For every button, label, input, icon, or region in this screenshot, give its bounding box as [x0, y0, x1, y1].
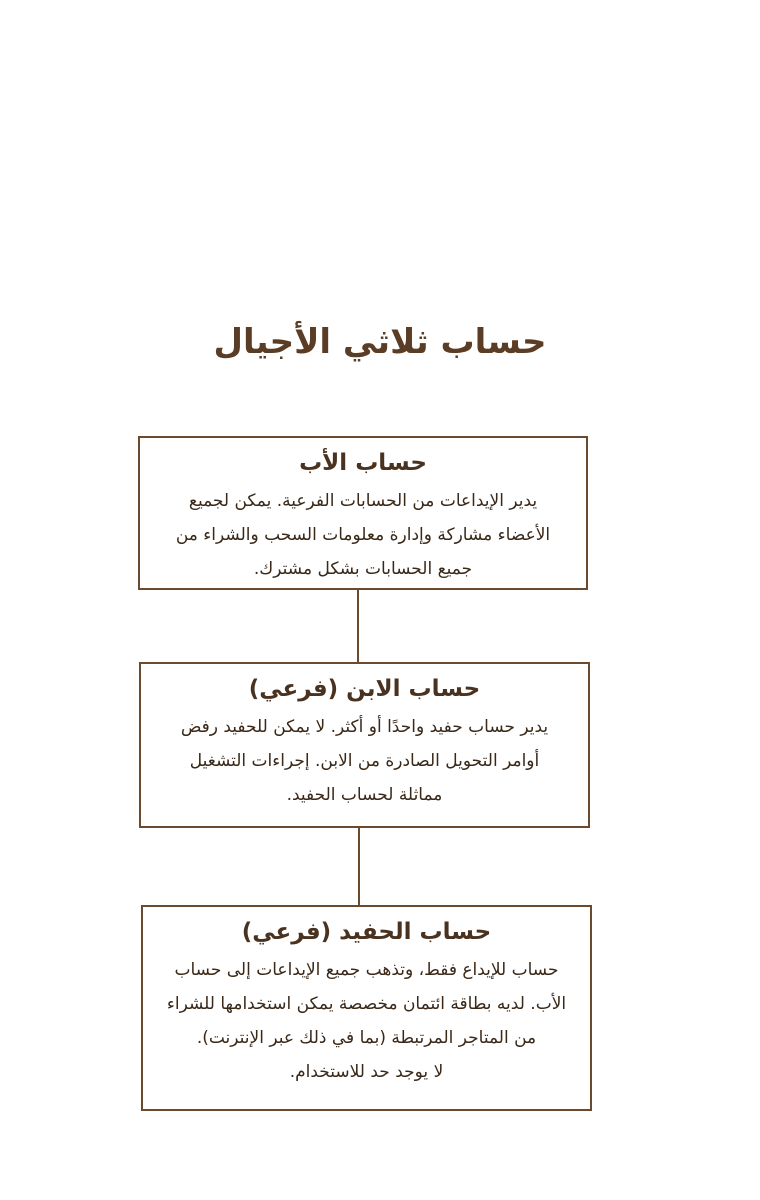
child-account-title: حساب الابن (فرعي): [248, 676, 481, 702]
grandchild-account-box: [141, 905, 592, 1111]
child-account-box: [139, 662, 590, 828]
connector-parent-child: [357, 590, 359, 662]
child-account-description: يدير حساب حفيد واحدًا أو أكثر. لا يمكن للحفيد رفض أوامر التحويل الصادرة من الابن. إجراءات التشغيل مماثلة لحساب الحفيد.: [180, 717, 549, 805]
grandchild-account-title: حساب الحفيد (فرعي): [241, 919, 492, 945]
connector-child-grandchild: [358, 828, 360, 905]
page-title: حساب ثلاثي الأجيال: [213, 322, 547, 362]
grandchild-account-description: حساب للإيداع فقط، وتذهب جميع الإيداعات إلى حساب الأب. لديه بطاقة ائتمان مخصصة يمكن استخدامها للشراء من المتاجر المرتبطة (بما في ذلك عبر الإنترنت). لا يوجد حد للاستخدام.: [166, 960, 567, 1082]
parent-account-description: يدير الإيداعات من الحسابات الفرعية. يمكن لجميع الأعضاء مشاركة وإدارة معلومات السحب والشراء من جميع الحسابات بشكل مشترك.: [175, 491, 551, 579]
parent-account-box: [138, 436, 588, 590]
parent-account-title: حساب الأب: [299, 450, 427, 476]
